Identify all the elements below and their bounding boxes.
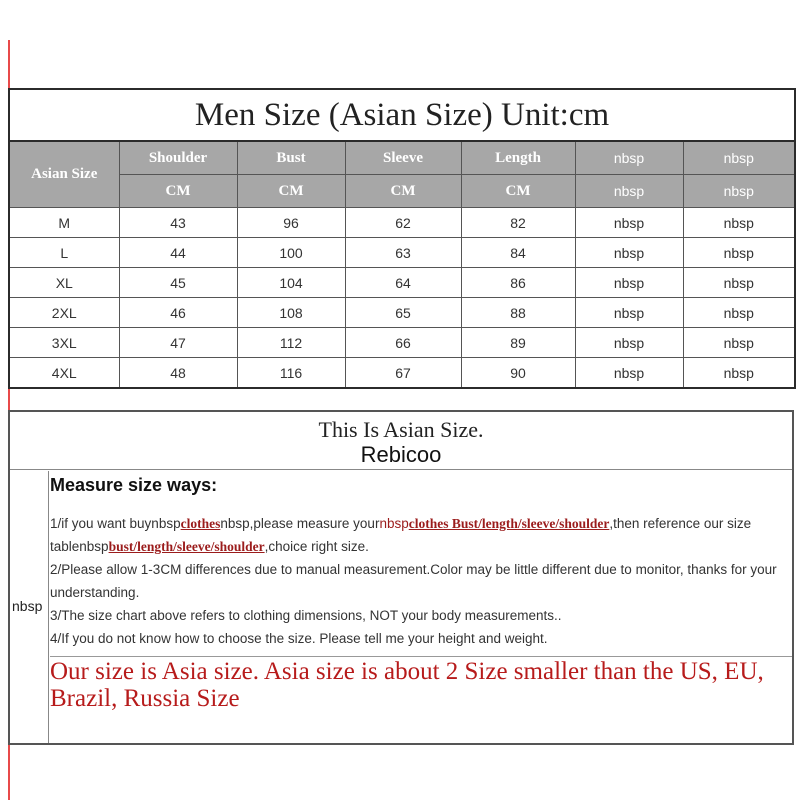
- table-cell: nbsp: [575, 358, 683, 389]
- table-cell: 64: [345, 268, 461, 298]
- unit-header: nbsp: [575, 175, 683, 208]
- size-cell: 2XL: [9, 298, 119, 328]
- table-row: [9, 358, 795, 389]
- table-cell: 62: [345, 208, 461, 238]
- column-header: Sleeve: [345, 141, 461, 175]
- size-cell: M: [9, 208, 119, 238]
- size-cell: XL: [9, 268, 119, 298]
- table-row: [9, 298, 795, 328]
- column-header: nbsp: [575, 141, 683, 175]
- size-cell: 3XL: [9, 328, 119, 358]
- note-text: 1/if you want buynbsp: [50, 516, 181, 531]
- unit-header: CM: [345, 175, 461, 208]
- table-cell: 44: [119, 238, 237, 268]
- table-cell: 65: [345, 298, 461, 328]
- size-info-panel: [8, 410, 794, 745]
- table-cell: 96: [237, 208, 345, 238]
- note-link-measurements: bust/length/sleeve/shoulder: [108, 539, 265, 554]
- measure-notes: [50, 512, 792, 650]
- table-cell: 86: [461, 268, 575, 298]
- table-row: [9, 208, 795, 238]
- table-cell: nbsp: [575, 298, 683, 328]
- note-3: 3/The size chart above refers to clothing dimensions, NOT your body measurements..: [50, 608, 562, 623]
- note-text: nbsp,please measure your: [220, 516, 380, 531]
- size-cell: 4XL: [9, 358, 119, 389]
- note-link-clothes: clothes: [180, 516, 221, 531]
- unit-header: CM: [237, 175, 345, 208]
- table-cell: 112: [237, 328, 345, 358]
- table-cell: 48: [119, 358, 237, 389]
- table-cell: 45: [119, 268, 237, 298]
- note-text: nbsp: [379, 516, 409, 531]
- asia-size-warning: Our size is Asia size. Asia size is about 2 Size smaller than the US, EU, Brazil, Russia Size: [50, 658, 764, 712]
- column-header: Bust: [237, 141, 345, 175]
- table-cell: 67: [345, 358, 461, 389]
- table-cell: nbsp: [575, 328, 683, 358]
- table-cell: 116: [237, 358, 345, 389]
- table-cell: nbsp: [683, 328, 795, 358]
- table-cell: 63: [345, 238, 461, 268]
- column-header: Shoulder: [119, 141, 237, 175]
- table-cell: 47: [119, 328, 237, 358]
- column-header: Length: [461, 141, 575, 175]
- table-cell: 46: [119, 298, 237, 328]
- table-cell: 100: [237, 238, 345, 268]
- unit-header: nbsp: [683, 175, 795, 208]
- table-cell: nbsp: [683, 298, 795, 328]
- table-cell: 82: [461, 208, 575, 238]
- asian-size-header: Asian Size: [9, 141, 119, 208]
- table-cell: nbsp: [575, 208, 683, 238]
- size-cell: L: [9, 238, 119, 268]
- table-cell: 89: [461, 328, 575, 358]
- warning-divider: [50, 656, 792, 657]
- asian-size-note: This Is Asian Size.: [318, 417, 484, 442]
- unit-header: CM: [461, 175, 575, 208]
- table-cell: nbsp: [683, 238, 795, 268]
- brand-name: Rebicoo: [360, 442, 442, 467]
- table-cell: 43: [119, 208, 237, 238]
- note-1: [50, 512, 788, 558]
- table-row: [9, 268, 795, 298]
- table-cell: nbsp: [683, 208, 795, 238]
- table-cell: nbsp: [683, 268, 795, 298]
- table-cell: nbsp: [575, 268, 683, 298]
- info-header: [10, 412, 792, 470]
- table-cell: nbsp: [683, 358, 795, 389]
- table-cell: 108: [237, 298, 345, 328]
- side-label: nbsp: [12, 598, 43, 614]
- note-text: ,choice right size.: [264, 539, 369, 554]
- table-cell: 104: [237, 268, 345, 298]
- note-2: 2/Please allow 1-3CM differences due to manual measurement.Color may be little different due to monitor, thanks for your understanding.: [50, 562, 777, 600]
- table-row: [9, 238, 795, 268]
- table-cell: 66: [345, 328, 461, 358]
- info-body: [10, 471, 792, 743]
- table-row: [9, 328, 795, 358]
- column-header: nbsp: [683, 141, 795, 175]
- note-4: 4/If you do not know how to choose the size. Please tell me your height and weight.: [50, 631, 548, 646]
- unit-header: CM: [119, 175, 237, 208]
- measure-title: Measure size ways:: [50, 475, 218, 495]
- side-column: [10, 471, 49, 743]
- table-cell: 84: [461, 238, 575, 268]
- note-link-measurements: clothes Bust/length/sleeve/shoulder: [408, 516, 610, 531]
- note-text: ,then reference our size tablenbsp: [50, 516, 752, 554]
- table-cell: 88: [461, 298, 575, 328]
- size-chart-title: Men Size (Asian Size) Unit:cm: [9, 89, 795, 141]
- measure-content: [50, 471, 792, 743]
- table-cell: 90: [461, 358, 575, 389]
- size-chart-table: [8, 88, 796, 389]
- table-cell: nbsp: [575, 238, 683, 268]
